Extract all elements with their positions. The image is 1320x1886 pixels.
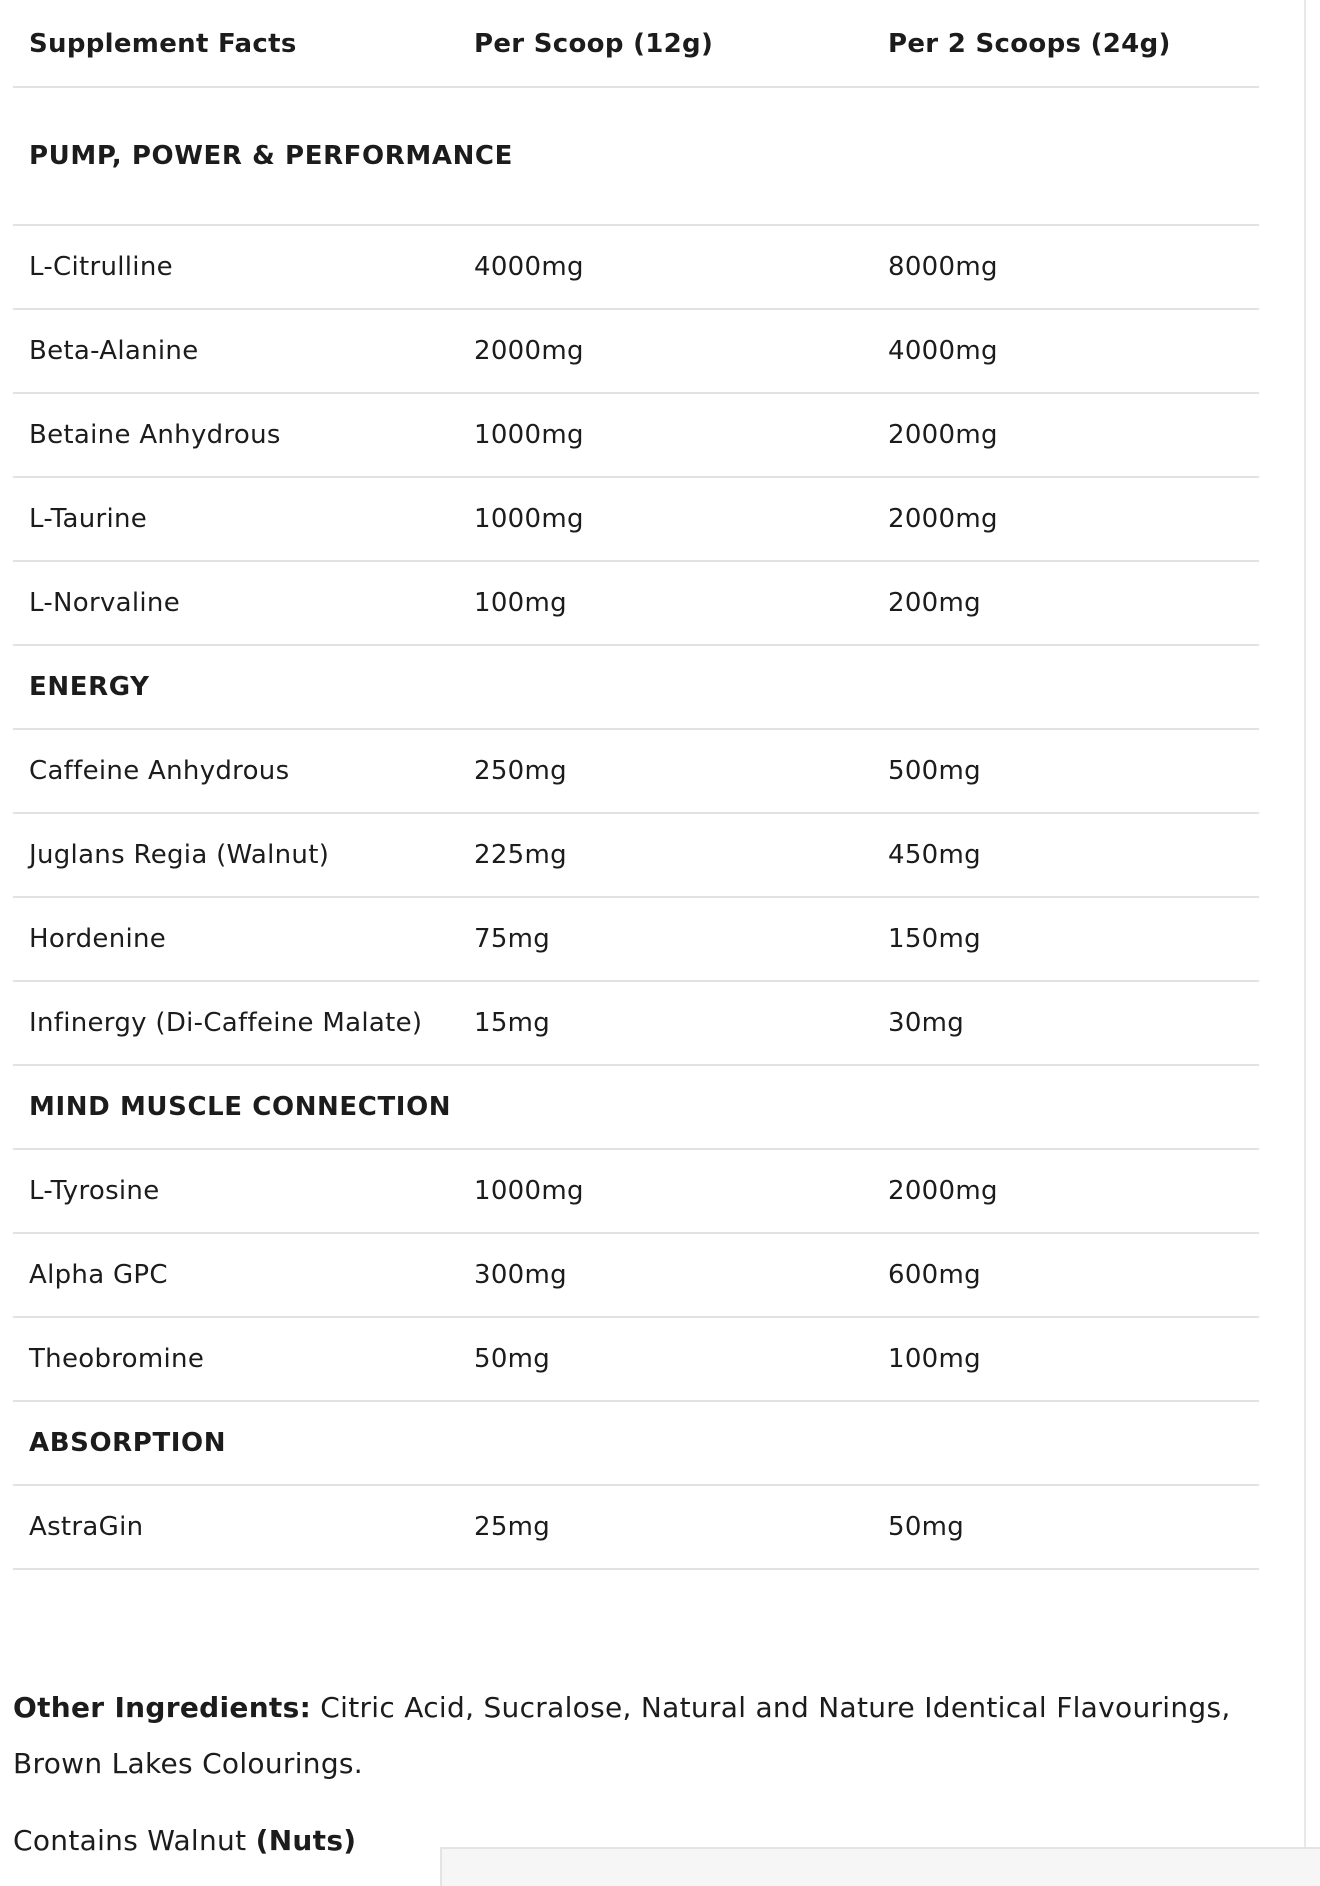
other-ingredients-label: Other Ingredients: (13, 1691, 312, 1724)
section-row (13, 1401, 1259, 1485)
bottom-popup-panel[interactable] (440, 1847, 1320, 1886)
per-scoop-amount: 1000mg (458, 1149, 872, 1233)
table-row (13, 1149, 1259, 1233)
per-2-scoops-amount: 2000mg (872, 477, 1259, 561)
per-scoop-amount: 300mg (458, 1233, 872, 1317)
ingredient-name: Juglans Regia (Walnut) (13, 813, 458, 897)
ingredient-name: L-Taurine (13, 477, 458, 561)
section-row (13, 1065, 1259, 1149)
per-2-scoops-amount: 4000mg (872, 309, 1259, 393)
per-scoop-amount: 1000mg (458, 477, 872, 561)
table-row (13, 561, 1259, 645)
ingredient-name: Betaine Anhydrous (13, 393, 458, 477)
section-heading: PUMP, POWER & PERFORMANCE (13, 87, 1259, 225)
per-2-scoops-amount: 100mg (872, 1317, 1259, 1401)
section-heading: MIND MUSCLE CONNECTION (13, 1065, 1259, 1149)
section-heading: ABSORPTION (13, 1401, 1259, 1485)
per-scoop-amount: 25mg (458, 1485, 872, 1569)
ingredient-name: Beta-Alanine (13, 309, 458, 393)
section-row (13, 645, 1259, 729)
per-2-scoops-amount: 150mg (872, 897, 1259, 981)
per-2-scoops-amount: 450mg (872, 813, 1259, 897)
other-ingredients (13, 1680, 1263, 1792)
per-scoop-amount: 1000mg (458, 393, 872, 477)
other-ingredients-text: Citric Acid, Sucralose, Natural and Nature Identical Flavourings, Brown Lakes Colourings. (13, 1691, 1231, 1780)
per-scoop-amount: 4000mg (458, 225, 872, 309)
per-scoop-amount: 225mg (458, 813, 872, 897)
per-scoop-amount: 100mg (458, 561, 872, 645)
table-row (13, 1233, 1259, 1317)
section-heading: ENERGY (13, 645, 1259, 729)
per-scoop-amount: 75mg (458, 897, 872, 981)
table-row (13, 477, 1259, 561)
allergen-notice (13, 1818, 356, 1864)
ingredient-name: L-Tyrosine (13, 1149, 458, 1233)
ingredient-name: Theobromine (13, 1317, 458, 1401)
per-2-scoops-amount: 2000mg (872, 1149, 1259, 1233)
table-row (13, 1317, 1259, 1401)
per-scoop-amount: 50mg (458, 1317, 872, 1401)
allergen-text: Contains Walnut (13, 1824, 256, 1857)
per-scoop-amount: 2000mg (458, 309, 872, 393)
table-row (13, 1485, 1259, 1569)
table-row (13, 981, 1259, 1065)
table-header-row (13, 2, 1259, 87)
per-scoop-amount: 15mg (458, 981, 872, 1065)
table-row (13, 309, 1259, 393)
ingredient-name: AstraGin (13, 1485, 458, 1569)
per-2-scoops-amount: 200mg (872, 561, 1259, 645)
ingredient-name: Alpha GPC (13, 1233, 458, 1317)
header-per-2-scoops: Per 2 Scoops (24g) (872, 2, 1259, 87)
per-scoop-amount: 250mg (458, 729, 872, 813)
ingredient-name: L-Citrulline (13, 225, 458, 309)
table-row (13, 897, 1259, 981)
header-per-scoop: Per Scoop (12g) (458, 2, 872, 87)
supplement-facts-body (13, 87, 1259, 1569)
header-supplement-facts: Supplement Facts (13, 2, 458, 87)
ingredient-name: Hordenine (13, 897, 458, 981)
supplement-facts-table (13, 2, 1259, 1570)
table-row (13, 225, 1259, 309)
table-row (13, 393, 1259, 477)
section-row (13, 87, 1259, 225)
per-2-scoops-amount: 30mg (872, 981, 1259, 1065)
ingredient-name: Infinergy (Di-Caffeine Malate) (13, 981, 458, 1065)
per-2-scoops-amount: 8000mg (872, 225, 1259, 309)
per-2-scoops-amount: 2000mg (872, 393, 1259, 477)
per-2-scoops-amount: 500mg (872, 729, 1259, 813)
ingredient-name: L-Norvaline (13, 561, 458, 645)
per-2-scoops-amount: 50mg (872, 1485, 1259, 1569)
per-2-scoops-amount: 600mg (872, 1233, 1259, 1317)
table-row (13, 729, 1259, 813)
table-row (13, 813, 1259, 897)
allergen-emphasis: (Nuts) (255, 1824, 357, 1857)
ingredient-name: Caffeine Anhydrous (13, 729, 458, 813)
